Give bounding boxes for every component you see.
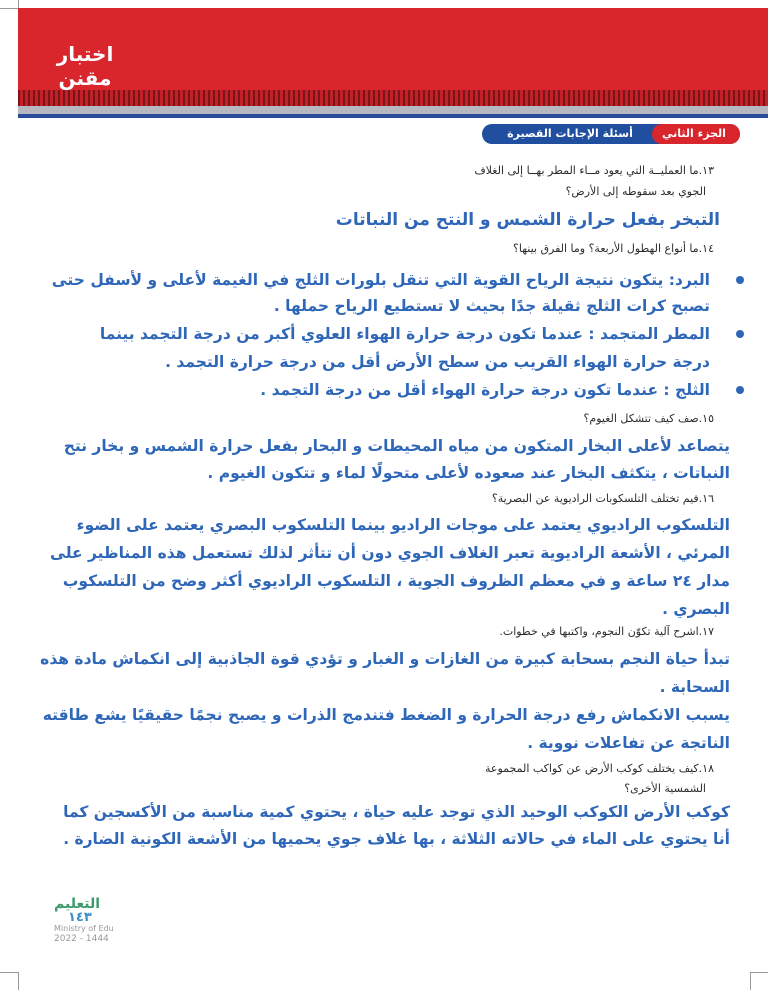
- answer-16-line2: المرئي ، الأشعة الراديوية تعبر الغلاف الجوي دون أن تتأثر لذلك تستعمل هذه المناظير على: [50, 544, 730, 562]
- crop-mark-bottom-right: [750, 972, 768, 973]
- edition-year: 2022 - 1444: [54, 934, 109, 944]
- logo-text: التعليم: [54, 896, 101, 912]
- crop-mark-bottom-left: [0, 972, 18, 973]
- question-15: ١٥.صف كيف تتشكل الغيوم؟: [583, 412, 714, 425]
- answer-16-line1: التلسكوب الراديوي يعتمد على موجات الراديو بينما التلسكوب البصري يعتمد على الضوء: [76, 516, 730, 534]
- bullet-14-1: [736, 276, 744, 284]
- answer-15-line1: يتصاعد لأعلى البخار المتكون من مياه المحيطات و البحار بفعل حرارة الشمس و بخار نتح: [63, 437, 730, 455]
- answer-17-line1: تبدأ حياة النجم بسحابة كبيرة من الغازات و الغبار و تؤدي قوة الجاذبية إلى انكماش مادة هذه: [40, 650, 730, 668]
- section-part-label: الجزء الثاني: [662, 127, 726, 140]
- question-17: ١٧.اشرح آلية تكوّن النجوم، واكتبها في خطوات.: [499, 625, 714, 638]
- page-number: ١٤٣: [68, 910, 92, 925]
- question-16: ١٦.فيم تختلف التلسكوبات الراديوية عن البصرية؟: [491, 492, 714, 505]
- question-13-line2: الجوي بعد سقوطه إلى الأرض؟: [565, 185, 706, 198]
- banner-blue-band: [18, 114, 768, 118]
- bullet-14-2: [736, 330, 744, 338]
- answer-18-line2: أنا يحتوي على الماء في حالاته الثلاثة ، بها غلاف جوي يحميها من الأشعة الكونية الضارة .: [63, 830, 730, 848]
- section-tab: [482, 124, 740, 144]
- answer-13: التبخر بفعل حرارة الشمس و النتح من النباتات: [335, 210, 720, 230]
- answer-18-line1: كوكب الأرض الكوكب الوحيد الذي توجد عليه حياة ، يحتوي كمية مناسبة من الأكسجين كما: [63, 803, 730, 821]
- banner-title-line1: اختبار: [56, 42, 114, 66]
- answer-15-line2: النباتات ، يتكثف البخار عند صعوده لأعلى متحولًا لماء و تتكون الغيوم .: [207, 464, 730, 482]
- crop-mark-bottom-right-v: [750, 972, 751, 990]
- answer-17-line3: يسبب الانكماش رفع درجة الحرارة و الضغط فتندمج الذرات و يصبح نجمًا حقيقيًا يشع طاقته: [42, 706, 730, 724]
- answer-14-sleet-line1: المطر المتجمد : عندما تكون درجة حرارة الهواء العلوي أكبر من درجة التجمد بينما: [99, 325, 710, 343]
- answer-14-hail-line1: البرد: يتكون نتيجة الرياح القوية التي تنقل بلورات الثلج في الغيمة لأعلى و لأسفل حتى: [51, 271, 710, 289]
- answer-16-line4: البصري .: [662, 600, 730, 618]
- ministry-text: Ministry of Edu: [54, 924, 114, 933]
- banner-title-line2: مقنن: [58, 66, 112, 90]
- answer-16-line3: مدار ٢٤ ساعة و في معظم الظروف الجوية ، التلسكوب الراديوي أكثر وضح من التلسكوب: [62, 572, 730, 590]
- answer-17-line4: الناتجة عن تفاعلات نووية .: [527, 734, 730, 752]
- question-13-line1: ١٣.ما العمليــة التي يعود مــاء المطر بهــا إلى الغلاف: [474, 164, 714, 177]
- crop-mark-top-left: [0, 8, 18, 9]
- answer-17-line2: السحابة .: [659, 678, 730, 696]
- answer-14-hail-line2: تصبح كرات الثلج ثقيلة جدًا بحيث لا تستطيع الرياح حملها .: [273, 297, 710, 315]
- crop-mark-bottom-left-v: [18, 972, 19, 990]
- question-14: ١٤.ما أنواع الهطول الأربعة؟ وما الفرق بينها؟: [513, 242, 714, 255]
- answer-14-snow: الثلج : عندما تكون درجة حرارة الهواء أقل من درجة التجمد .: [260, 381, 710, 399]
- answer-14-sleet-line2: درجة حرارة الهواء القريب من سطح الأرض أقل من درجة حرارة التجمد .: [165, 353, 710, 371]
- section-type-label: أسئلة الإجابات القصيرة: [507, 127, 633, 140]
- ministry-logo: [54, 896, 118, 944]
- banner-gray-band: [18, 106, 768, 114]
- question-18-line2: الشمسية الأخرى؟: [624, 782, 706, 795]
- question-18-line1: ١٨.كيف يختلف كوكب الأرض عن كواكب المجموعة: [485, 762, 714, 775]
- bullet-14-3: [736, 386, 744, 394]
- banner-title: [50, 42, 120, 90]
